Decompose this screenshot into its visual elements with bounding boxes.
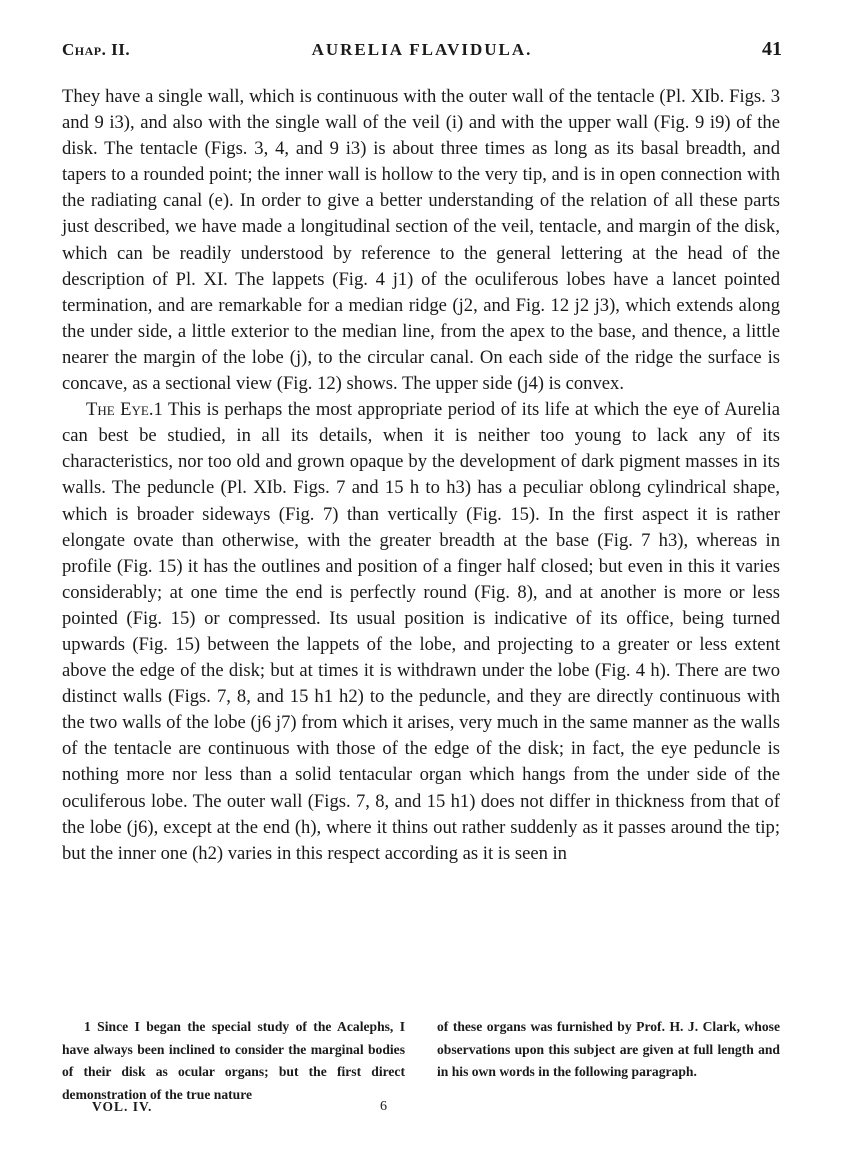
- paragraph-veil-tentacle: They have a single wall, which is continuous with the outer wall of the tentacle (Pl. XIb. Figs. 3 and 9 i3), and also with the single wall of the veil (i) and with the upper wall (Fig. 9 i9) of the disk. The tentacle (Figs. 3, 4, and 9 i3) is about three times as long as its basal breadth, and tapers to a rounded point; the inner wall is hollow to the very tip, and is in open connection with the radiating canal (e). In order to give a better understanding of the relation of all these parts just described, we have made a longitudinal section of the veil, tentacle, and margin of the disk, which can be readily understood by reference to the general lettering at the head of the description of Pl. XI. The lappets (Fig. 4 j1) of the oculiferous lobes have a lancet pointed termination, and are remarkable for a median ridge (j2, and Fig. 12 j2 j3), which extends along the under side, a little exterior to the median line, from the apex to the base, and thence, a little nearer the margin of the lobe (j), to the circular canal. On each side of the ridge the surface is concave, as a sectional view (Fig. 12) shows. The upper side (j4) is convex.: [62, 86, 780, 395]
- section-lead-the-eye: The Eye.1: [86, 399, 163, 421]
- volume-label: VOL. IV.: [92, 1099, 153, 1114]
- paragraph-the-eye-text: This is perhaps the most appropriate period of its life at which the eye of Aurelia can best be studied, in all its details, when it is neither too young to lack any of its characteristics, nor too old and grown opaque by the development of dark pigment masses in its walls. The peduncle (Pl. XIb. Figs. 7 and 15 h to h3) has a peculiar oblong cylindrical shape, which is broader sideways (Fig. 7) than vertically (Fig. 15). In the first aspect it is rather elongate ovate than otherwise, with the greater breadth at the base (Fig. 7 h3), whereas in profile (Fig. 15) it has the outlines and position of a finger half closed; but even in this it varies considerably; at one time the end is perfectly round (Fig. 8), and at another is more or less pointed (Fig. 15) or compressed. Its usual position is indicative of its office, being turned upwards (Fig. 15) between the lappets of the lobe, and projecting to a greater or less extent above the edge of the disk; but at times it is withdrawn under the lobe (Fig. 4 h). There are two distinct walls (Figs. 7, 8, and 15 h1 h2) to the peduncle, and they are directly continuous with the two walls of the lobe (j6 j7) from which it arises, very much in the same manner as the walls of the tentacle are continuous with those of the edge of the disk; in fact, the eye peduncle is nothing more nor less than a solid tentacular organ which hangs from the under side of the oculiferous lobe. The outer wall (Figs. 7, 8, and 15 h1) does not differ in thickness from that of the lobe (j6), except at the end (h), where it thins out rather suddenly as it passes around the tip; but the inner one (h2) varies in this respect according as it is seen in: [62, 399, 781, 864]
- running-header: [62, 38, 782, 66]
- chapter-label: Chap. II.: [62, 40, 131, 59]
- page-number: 41: [762, 38, 782, 60]
- main-text: [62, 84, 780, 867]
- signature-number: 6: [380, 1099, 387, 1114]
- page-title: AURELIA FLAVIDULA.: [311, 40, 533, 59]
- printer-signature: [62, 1099, 462, 1123]
- footnote-column-left: 1 Since I began the special study of the Acalephs, I have always been inclined to consider the marginal bodies of their disk as ocular organs; but the first direct demonstration of the true nature: [62, 1019, 405, 1102]
- footnote-column-right: of these organs was furnished by Prof. H. J. Clark, whose observations upon this subject are given at full length and in his own words in the following paragraph.: [437, 1019, 780, 1080]
- paragraph-the-eye: [62, 397, 780, 867]
